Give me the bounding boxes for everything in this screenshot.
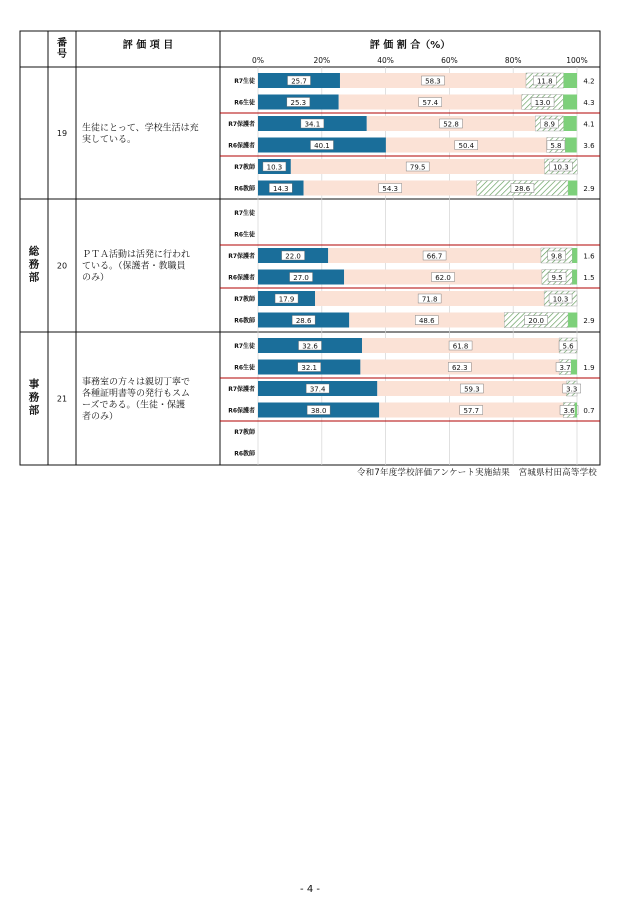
vertical-char: 総 xyxy=(28,245,40,258)
row-label: R7保護者 xyxy=(228,253,255,260)
outside-data-label: 1.9 xyxy=(583,364,595,372)
row-label: R6教師 xyxy=(234,450,255,458)
item-text-line: 実している。 xyxy=(82,134,137,145)
outside-data-label: 3.6 xyxy=(583,142,595,150)
outside-data-label: 1.6 xyxy=(583,252,595,261)
page-number: - 4 - xyxy=(300,884,320,895)
axis-tick-label: 80% xyxy=(504,56,522,65)
data-label: 13.0 xyxy=(534,99,551,107)
item-text-line: ーズである。（生徒・保護 xyxy=(82,400,186,411)
data-label: 25.3 xyxy=(290,99,307,107)
data-label: 50.4 xyxy=(458,142,475,150)
data-label: 71.8 xyxy=(421,295,438,304)
header-item: 評 価 項 目 xyxy=(122,40,174,51)
data-label: 58.3 xyxy=(425,77,441,86)
row-label: R6教師 xyxy=(234,317,255,325)
axis-tick-label: 0% xyxy=(252,56,264,65)
data-label: 48.6 xyxy=(418,317,435,325)
data-label: 66.7 xyxy=(426,252,443,261)
row-label: R6教師 xyxy=(234,185,255,193)
data-label: 10.3 xyxy=(552,295,569,304)
row-label: R6保護者 xyxy=(228,274,255,282)
item-text-line: 者のみ） xyxy=(82,411,119,422)
vertical-char: 部 xyxy=(28,404,40,417)
bar-segment xyxy=(565,138,576,153)
data-label: 57.7 xyxy=(463,407,480,415)
item-text-line: ＰＴＡ活動は活発に行われ xyxy=(82,250,191,260)
data-label: 38.0 xyxy=(310,407,327,415)
data-label: 59.3 xyxy=(464,385,480,394)
axis-tick-label: 40% xyxy=(377,56,394,65)
data-label: 52.8 xyxy=(443,120,459,129)
data-label: 20.0 xyxy=(528,317,544,325)
item-number: 20 xyxy=(56,261,68,271)
bar-segment xyxy=(568,313,577,328)
data-label: 3.3 xyxy=(566,385,578,394)
data-label: 62.3 xyxy=(451,364,468,372)
data-label: 28.6 xyxy=(295,317,312,325)
header-rating: 評 価 割 合（%） xyxy=(369,40,451,51)
data-label: 28.6 xyxy=(514,185,531,193)
row-label: R6保護者 xyxy=(228,142,255,150)
item-number: 19 xyxy=(56,129,68,138)
data-label: 79.5 xyxy=(409,163,426,172)
row-label: R7生徒 xyxy=(234,343,255,350)
vertical-char: 事 xyxy=(28,378,40,391)
data-label: 9.8 xyxy=(551,252,563,261)
department-label xyxy=(28,378,40,417)
outside-data-label: 4.3 xyxy=(583,99,595,107)
row-label: R7保護者 xyxy=(228,386,255,393)
vertical-char: 務 xyxy=(28,391,40,404)
outside-data-label: 2.9 xyxy=(583,317,595,325)
data-label: 17.9 xyxy=(278,295,295,304)
footer-caption: 令和7年度学校評価アンケート実施結果 宮城県村田高等学校 xyxy=(356,468,597,478)
bar-segment xyxy=(563,95,577,110)
item-text-line: のみ） xyxy=(82,273,110,283)
data-label: 62.0 xyxy=(435,274,451,282)
outside-data-label: 1.5 xyxy=(583,274,595,282)
data-label: 3.6 xyxy=(563,407,575,415)
vertical-char: 番 xyxy=(57,38,67,49)
data-label: 10.3 xyxy=(553,163,569,172)
data-label: 40.1 xyxy=(314,142,330,150)
department-label xyxy=(28,245,40,284)
data-label: 11.8 xyxy=(536,77,553,86)
data-label: 34.1 xyxy=(304,120,321,129)
item-number: 21 xyxy=(56,394,68,404)
data-label: 32.1 xyxy=(301,364,317,372)
vertical-char: 部 xyxy=(28,271,40,284)
item-text-line: 事務室の方々は親切丁寧で xyxy=(82,377,191,388)
item-text-line: 生徒にとって、学校生活は充 xyxy=(82,123,199,134)
data-label: 5.8 xyxy=(550,142,562,150)
bar-segment xyxy=(575,403,577,418)
bar-segment xyxy=(564,116,577,131)
bar-segment xyxy=(572,248,577,263)
outside-data-label: 2.9 xyxy=(583,185,595,193)
row-label: R7教師 xyxy=(234,164,255,171)
data-label: 3.7 xyxy=(559,364,571,372)
data-label: 57.4 xyxy=(422,99,439,107)
row-label: R6生徒 xyxy=(234,231,255,239)
data-label: 54.3 xyxy=(382,185,399,193)
axis-tick-label: 20% xyxy=(313,56,331,65)
item-text-line: ている。（保護者・教職員 xyxy=(82,261,186,272)
axis-tick-label: 60% xyxy=(441,56,458,65)
row-label: R6生徒 xyxy=(234,364,255,372)
data-label: 14.3 xyxy=(273,185,289,193)
row-label: R6生徒 xyxy=(234,99,255,107)
row-label: R7教師 xyxy=(234,429,255,436)
bar-segment xyxy=(572,270,577,285)
outside-data-label: 0.7 xyxy=(583,407,595,415)
outside-data-label: 4.2 xyxy=(583,77,595,86)
row-label: R7教師 xyxy=(234,296,255,303)
data-label: 37.4 xyxy=(309,385,326,394)
header-number xyxy=(57,36,67,60)
row-label: R6保護者 xyxy=(228,407,255,415)
row-label: R7保護者 xyxy=(228,121,255,128)
data-label: 27.0 xyxy=(293,274,309,282)
data-label: 25.7 xyxy=(291,77,307,86)
data-label: 8.9 xyxy=(543,120,555,129)
data-label: 61.8 xyxy=(452,342,469,351)
data-label: 22.0 xyxy=(285,252,301,261)
vertical-char: 務 xyxy=(28,258,40,271)
data-label: 9.5 xyxy=(551,274,563,282)
vertical-char: 号 xyxy=(57,49,67,60)
row-label: R7生徒 xyxy=(234,210,255,217)
outside-data-label: 4.1 xyxy=(583,120,595,129)
item-text-line: 各種証明書等の発行もスム xyxy=(82,388,191,399)
data-label: 10.3 xyxy=(266,163,283,172)
bar-segment xyxy=(571,360,577,375)
axis-tick-label: 100% xyxy=(566,56,588,65)
data-label: 5.6 xyxy=(562,342,574,351)
bar-segment xyxy=(568,181,577,196)
data-label: 32.6 xyxy=(302,342,318,351)
bar-segment xyxy=(564,73,577,88)
row-label: R7生徒 xyxy=(234,78,255,85)
